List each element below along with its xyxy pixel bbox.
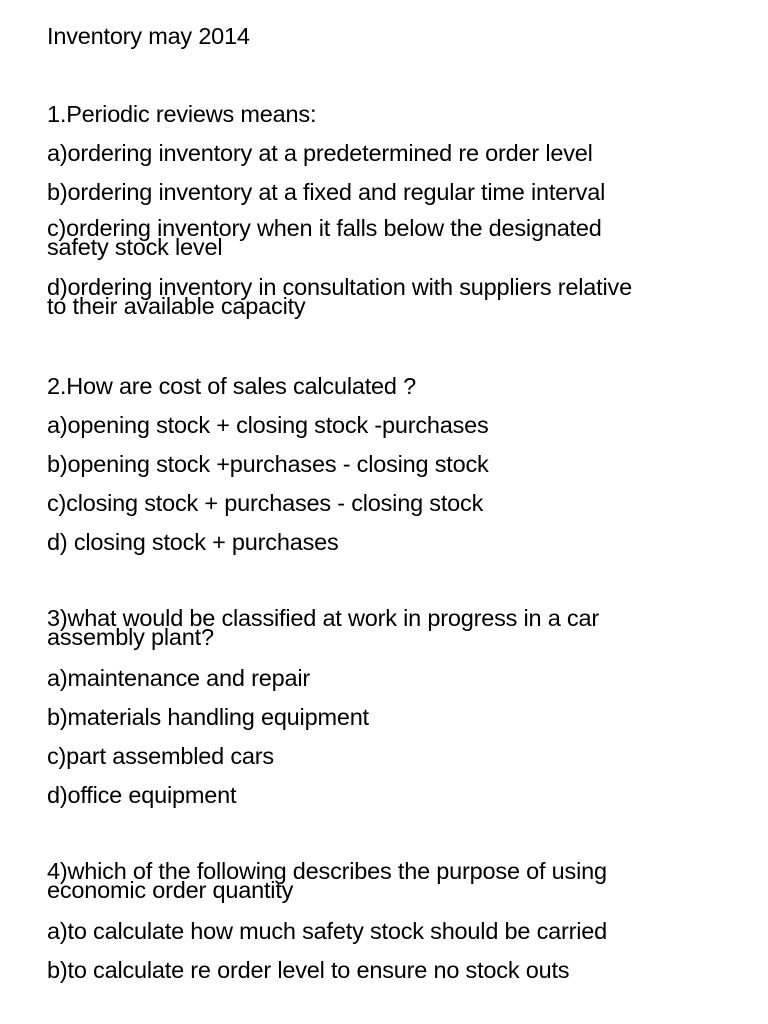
q3-option-d: d)office equipment [47,782,237,808]
q2-option-d: d) closing stock + purchases [47,529,339,555]
q2-option-a: a)opening stock + closing stock -purchases [47,412,489,438]
q3-option-c: c)part assembled cars [47,743,274,769]
q1-option-a: a)ordering inventory at a predetermined re order level [47,140,593,166]
document-title: Inventory may 2014 [47,23,250,49]
question-3-line-1: 3)what would be classified at work in progress in a car [47,605,599,631]
q1-option-d-line-2: to their available capacity [47,293,306,319]
q1-option-c-line-2: safety stock level [47,234,223,260]
question-1: 1.Periodic reviews means: [47,101,317,127]
question-4-line-1: 4)which of the following describes the purpose of using [47,858,607,884]
question-4-line-2: economic order quantity [47,877,294,903]
q2-option-b: b)opening stock +purchases - closing stock [47,451,489,477]
q4-option-a: a)to calculate how much safety stock should be carried [47,918,608,944]
question-3-line-2: assembly plant? [47,624,214,650]
question-3 [47,605,717,650]
question-4 [47,858,717,903]
q3-option-a: a)maintenance and repair [47,665,311,691]
q1-option-c [47,215,717,260]
q3-option-b: b)materials handling equipment [47,704,369,730]
q1-option-d [47,274,717,319]
question-2: 2.How are cost of sales calculated ? [47,373,416,399]
q2-option-c: c)closing stock + purchases - closing stock [47,490,484,516]
q1-option-b: b)ordering inventory at a fixed and regular time interval [47,179,606,205]
q4-option-b: b)to calculate re order level to ensure no stock outs [47,957,570,983]
q1-option-c-line-1: c)ordering inventory when it falls below the designated [47,215,602,241]
q1-option-d-line-1: d)ordering inventory in consultation with suppliers relative [47,274,632,300]
